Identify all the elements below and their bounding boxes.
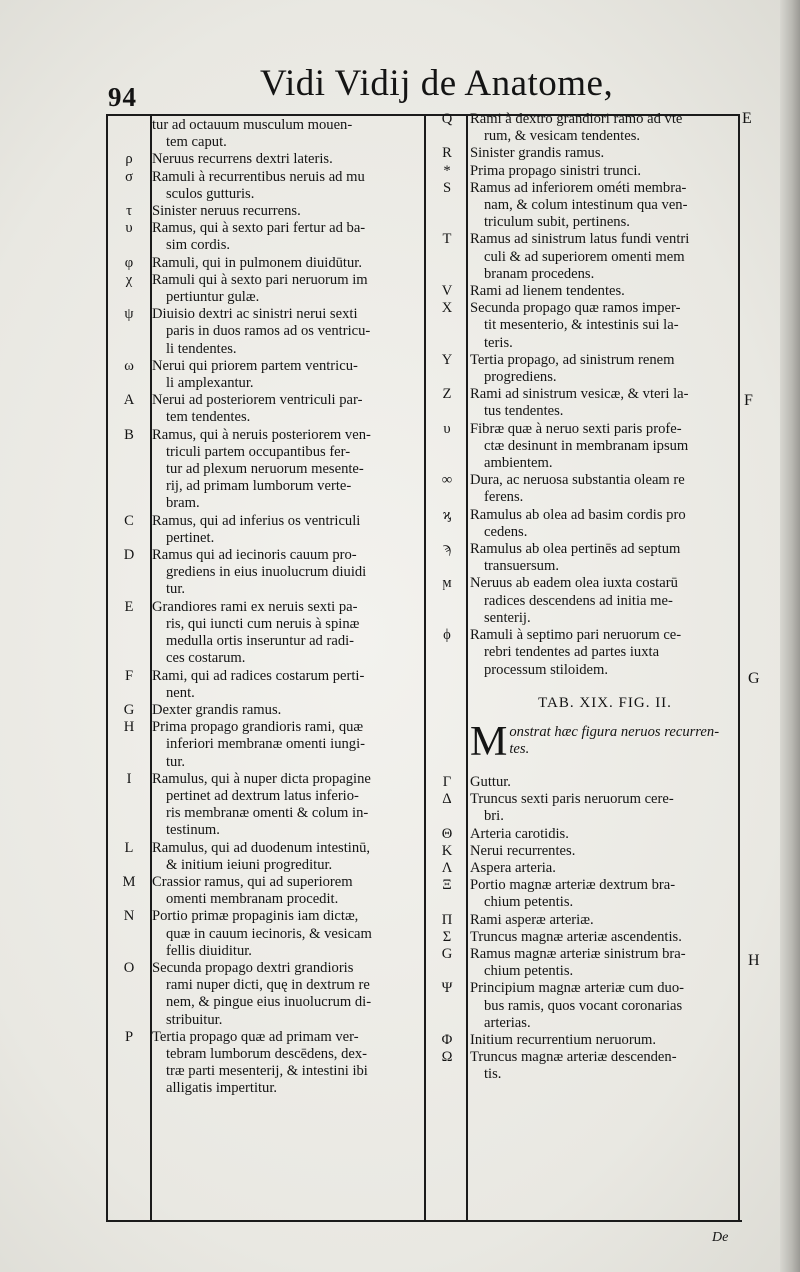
legend-key: Z xyxy=(442,386,452,403)
legend-line: Ramulus, qui à nuper dicta propagine xyxy=(152,770,371,787)
legend-line: nam, & colum intestinum qua ven- xyxy=(484,197,688,214)
legend-line: bri. xyxy=(484,808,504,825)
legend-text xyxy=(470,929,740,946)
legend-entry xyxy=(424,980,740,1032)
right-legend-bottom xyxy=(424,774,740,1084)
legend-line: Ramuli à septimo pari neruorum ce- xyxy=(470,627,682,644)
legend-entry xyxy=(424,472,740,506)
legend-text xyxy=(152,599,426,668)
legend-line: Dura, ac neruosa substantia oleam re xyxy=(470,472,685,489)
legend-entry xyxy=(106,1029,426,1098)
margin-letter: G xyxy=(748,670,760,687)
legend-line: ferens. xyxy=(484,489,524,506)
legend-line: Arteria carotidis. xyxy=(470,825,569,842)
legend-entry xyxy=(106,874,426,908)
legend-entry xyxy=(106,427,426,513)
legend-line: rami nuper dicti, quę in dextrum re xyxy=(166,977,370,994)
legend-line: Ramus, qui ad inferius os ventriculi xyxy=(152,512,361,529)
legend-line: fellis diuiditur. xyxy=(166,942,252,959)
legend-line: Principium magnæ arteriæ cum duo- xyxy=(470,980,685,997)
legend-line: Nerui qui priorem partem ventricu- xyxy=(152,357,358,374)
legend-line: Sinister grandis ramus. xyxy=(470,145,605,162)
legend-entry xyxy=(106,306,426,358)
legend-line: sculos gutturis. xyxy=(166,185,255,202)
legend-entry xyxy=(424,929,740,946)
legend-key: Γ xyxy=(442,773,452,790)
legend-line: nent. xyxy=(166,684,195,701)
legend-text xyxy=(152,255,426,272)
legend-line: ris membranæ omenti & colum in- xyxy=(166,805,369,822)
legend-line: senterij. xyxy=(484,609,531,626)
legend-key: S xyxy=(442,179,452,196)
legend-line: Initium recurrentium neruorum. xyxy=(470,1031,657,1048)
legend-text xyxy=(470,946,740,980)
legend-text xyxy=(470,860,740,877)
legend-text xyxy=(152,220,426,254)
legend-line: quæ in cauum iecinoris, & vesicam xyxy=(166,925,372,942)
page-edge-shadow xyxy=(780,0,800,1272)
legend-text xyxy=(470,180,740,232)
legend-line: bus ramis, quos vocant coronarias xyxy=(484,997,683,1014)
legend-line: Ramus magnæ arteriæ sinistrum bra- xyxy=(470,945,686,962)
legend-key: I xyxy=(126,770,132,787)
legend-entry xyxy=(106,771,426,840)
figure-intro xyxy=(470,718,740,765)
legend-text xyxy=(152,169,426,203)
legend-line: Portio primæ propaginis iam dictæ, xyxy=(152,908,359,925)
legend-key: R xyxy=(442,145,452,162)
legend-entry xyxy=(106,117,426,151)
legend-text xyxy=(470,386,740,420)
page-number: 94 xyxy=(108,82,137,112)
legend-text xyxy=(152,840,426,874)
legend-line: tem tendentes. xyxy=(166,409,251,426)
legend-entry xyxy=(424,507,740,541)
legend-key: ϡ xyxy=(442,541,452,558)
intro-line: tes. xyxy=(509,741,530,758)
legend-entry xyxy=(424,231,740,283)
legend-line: rij, ad primam lumborum verte- xyxy=(166,478,352,495)
legend-line: sim cordis. xyxy=(166,237,231,254)
legend-entry xyxy=(106,702,426,719)
legend-entry xyxy=(424,1049,740,1083)
right-legend-top xyxy=(424,111,740,679)
legend-key: V xyxy=(441,283,453,300)
legend-text xyxy=(470,1049,740,1083)
legend-line: tis. xyxy=(484,1066,502,1083)
legend-line: culi & ad superiorem omenti mem xyxy=(484,248,685,265)
legend-entry xyxy=(106,599,426,668)
legend-key: Κ xyxy=(441,842,453,859)
intro-line: onstrat hæc figura neruos recurren- xyxy=(509,723,720,740)
legend-line: tur. xyxy=(166,753,186,770)
legend-text xyxy=(152,908,426,960)
legend-line: ctæ desinunt in membranam ipsum xyxy=(484,437,689,454)
legend-line: Rami ad sinistrum vesicæ, & vteri la- xyxy=(470,386,689,403)
legend-key: G xyxy=(441,945,453,962)
legend-line: Ramulus ab olea ad basim cordis pro xyxy=(470,506,686,523)
legend-key: T xyxy=(442,231,452,248)
legend-entry xyxy=(424,1032,740,1049)
legend-line: bram. xyxy=(166,495,200,512)
legend-text xyxy=(152,306,426,358)
legend-key: φ xyxy=(124,254,134,271)
legend-line: pertinet ad dextrum latus inferio- xyxy=(166,787,359,804)
legend-text xyxy=(470,774,740,791)
legend-key: * xyxy=(443,162,451,179)
legend-text xyxy=(470,283,740,300)
legend-line: Ramus, qui à sexto pari fertur ad ba- xyxy=(152,220,366,237)
legend-entry xyxy=(106,547,426,599)
legend-entry xyxy=(424,774,740,791)
legend-entry xyxy=(424,163,740,180)
legend-line: Sinister neruus recurrens. xyxy=(152,203,301,220)
legend-text xyxy=(152,1029,426,1098)
legend-line: tus tendentes. xyxy=(484,403,564,420)
legend-line: stribuitur. xyxy=(166,1011,223,1028)
legend-entry xyxy=(106,151,426,168)
legend-entry xyxy=(424,843,740,860)
legend-entry xyxy=(424,541,740,575)
legend-text xyxy=(470,541,740,575)
legend-line: Neruus ab eadem olea iuxta costarū xyxy=(470,575,678,592)
legend-text xyxy=(470,145,740,162)
legend-text xyxy=(152,151,426,168)
legend-line: Fibræ quæ à neruo sexti paris profe- xyxy=(470,420,682,437)
legend-line: Rami, qui ad radices costarum perti- xyxy=(152,667,365,684)
legend-key: ψ xyxy=(124,306,134,323)
legend-line: Aspera arteria. xyxy=(470,859,556,876)
legend-text xyxy=(152,960,426,1029)
legend-line: paris in duos ramos ad os ventricu- xyxy=(166,323,371,340)
legend-text xyxy=(470,421,740,473)
legend-line: triculi partem occupantibus fer- xyxy=(166,443,351,460)
legend-line: Prima propago sinistri trunci. xyxy=(470,162,642,179)
legend-line: Truncus sexti paris neruorum cere- xyxy=(470,791,674,808)
figure-intro-text xyxy=(509,724,719,760)
legend-entry xyxy=(424,386,740,420)
legend-text xyxy=(152,272,426,306)
legend-line: li tendentes. xyxy=(166,340,237,357)
legend-key: ϻ xyxy=(442,575,452,592)
legend-key: A xyxy=(123,392,135,409)
legend-text xyxy=(470,912,740,929)
legend-entry xyxy=(106,908,426,960)
legend-key: X xyxy=(441,300,453,317)
legend-text xyxy=(152,513,426,547)
legend-line: Prima propago grandioris rami, quæ xyxy=(152,719,364,736)
legend-text xyxy=(470,231,740,283)
legend-line: Ramulus ab olea pertinēs ad septum xyxy=(470,541,681,558)
legend-text xyxy=(470,507,740,541)
legend-line: Truncus magnæ arteriæ descenden- xyxy=(470,1049,677,1066)
legend-text xyxy=(470,575,740,627)
legend-text xyxy=(470,791,740,825)
legend-key: H xyxy=(123,719,135,736)
legend-line: teris. xyxy=(484,334,513,351)
legend-entry xyxy=(424,352,740,386)
drop-cap: M xyxy=(470,718,508,765)
legend-text xyxy=(152,392,426,426)
legend-line: Guttur. xyxy=(470,773,511,790)
legend-text xyxy=(152,203,426,220)
legend-entry xyxy=(424,180,740,232)
legend-line: grediens in eius inuolucrum diuidi xyxy=(166,564,367,581)
legend-text xyxy=(470,163,740,180)
legend-key: Ψ xyxy=(441,980,453,997)
legend-text xyxy=(470,352,740,386)
legend-line: medulla ortis inseruntur ad radi- xyxy=(166,633,355,650)
legend-text xyxy=(470,300,740,352)
legend-line: Nerui ad posteriorem ventriculi par- xyxy=(152,392,363,409)
legend-text xyxy=(152,771,426,840)
legend-line: Nerui recurrentes. xyxy=(470,842,576,859)
legend-key: C xyxy=(124,512,134,529)
legend-line: & initium ieiuni progreditur. xyxy=(166,856,333,873)
margin-letter: F xyxy=(744,392,753,409)
legend-entry xyxy=(424,283,740,300)
legend-entry xyxy=(106,960,426,1029)
legend-line: Neruus recurrens dextri lateris. xyxy=(152,151,333,168)
legend-key: ∞ xyxy=(441,472,453,489)
legend-line: Ramuli qui à sexto pari neruorum im xyxy=(152,271,368,288)
legend-key: O xyxy=(123,959,135,976)
legend-text xyxy=(470,980,740,1032)
legend-key: Δ xyxy=(442,791,452,808)
legend-line: pertiuntur gulæ. xyxy=(166,289,260,306)
legend-key: ω xyxy=(124,357,134,374)
legend-line: ambientem. xyxy=(484,455,553,472)
legend-line: træ parti mesenterij, & intestini ibi xyxy=(166,1063,368,1080)
legend-entry xyxy=(424,421,740,473)
legend-text xyxy=(470,472,740,506)
legend-line: Ramulus, qui ad duodenum intestinū, xyxy=(152,839,371,856)
legend-line: radices descendens ad initia me- xyxy=(484,592,673,609)
legend-line: ces costarum. xyxy=(166,650,246,667)
legend-text xyxy=(152,427,426,513)
legend-entry xyxy=(424,627,740,679)
left-legend-column xyxy=(106,117,426,1098)
legend-line: Diuisio dextri ac sinistri nerui sexti xyxy=(152,306,358,323)
legend-line: Tertia propago quæ ad primam ver- xyxy=(152,1028,359,1045)
legend-key: Σ xyxy=(442,928,452,945)
legend-entry xyxy=(106,358,426,392)
legend-entry xyxy=(106,668,426,702)
legend-line: Rami asperæ arteriæ. xyxy=(470,911,594,928)
legend-entry xyxy=(106,840,426,874)
legend-line: tebram lumborum descēdens, dex- xyxy=(166,1045,368,1062)
legend-line: nem, & pingue eius inuolucrum di- xyxy=(166,994,372,1011)
legend-line: tit mesenterio, & intestinis sui la- xyxy=(484,317,679,334)
legend-text xyxy=(470,826,740,843)
legend-text xyxy=(470,111,740,145)
legend-line: testinum. xyxy=(166,822,220,839)
legend-key: E xyxy=(124,598,134,615)
margin-letter: H xyxy=(748,952,760,969)
legend-entry xyxy=(424,826,740,843)
legend-line: branam procedens. xyxy=(484,265,595,282)
legend-line: Secunda propago quæ ramos imper- xyxy=(470,300,681,317)
legend-key: υ xyxy=(443,420,451,437)
legend-text xyxy=(152,702,426,719)
legend-line: Crassior ramus, qui ad superiorem xyxy=(152,873,353,890)
legend-entry xyxy=(424,575,740,627)
legend-key: ϗ xyxy=(442,506,452,523)
legend-line: cedens. xyxy=(484,523,528,540)
legend-key: N xyxy=(123,908,135,925)
legend-line: tur ad octauum musculum mouen- xyxy=(152,117,353,133)
legend-line: progrediens. xyxy=(484,369,557,386)
legend-entry xyxy=(424,946,740,980)
legend-line: Ramuli, qui in pulmonem diuidūtur. xyxy=(152,254,362,271)
legend-line: triculum subit, pertinens. xyxy=(484,214,630,231)
running-title: Vidi Vidij de Anatome, xyxy=(260,63,614,104)
legend-line: tur ad plexum neruorum mesente- xyxy=(166,461,364,478)
legend-entry xyxy=(424,300,740,352)
legend-entry xyxy=(106,169,426,203)
figure-heading: TAB. XIX. FIG. II. xyxy=(538,694,672,711)
legend-text xyxy=(152,719,426,771)
legend-line: Grandiores rami ex neruis sexti pa- xyxy=(152,598,358,615)
legend-line: Portio magnæ arteriæ dextrum bra- xyxy=(470,877,676,894)
legend-key: Q xyxy=(441,111,453,127)
legend-key: D xyxy=(123,547,135,564)
legend-key: σ xyxy=(125,168,133,185)
legend-key: M xyxy=(122,873,136,890)
legend-entry xyxy=(106,220,426,254)
legend-key: Ω xyxy=(441,1049,453,1066)
legend-entry xyxy=(424,111,740,145)
legend-key: B xyxy=(124,426,134,443)
legend-text xyxy=(470,843,740,860)
legend-line: chium petentis. xyxy=(484,894,574,911)
legend-line: Secunda propago dextri grandioris xyxy=(152,959,354,976)
legend-line: Tertia propago, ad sinistrum renem xyxy=(470,351,675,368)
legend-entry xyxy=(106,255,426,272)
legend-key: χ xyxy=(125,271,133,288)
legend-line: Ramuli à recurrentibus neruis ad mu xyxy=(152,168,365,185)
legend-key: Φ xyxy=(441,1031,453,1048)
legend-line: Ramus qui ad iecinoris cauum pro- xyxy=(152,547,357,564)
legend-entry xyxy=(106,203,426,220)
legend-key: G xyxy=(123,701,135,718)
legend-text xyxy=(152,874,426,908)
legend-line: chium petentis. xyxy=(484,963,574,980)
legend-line: alligatis impertitur. xyxy=(166,1080,278,1097)
legend-entry xyxy=(106,719,426,771)
legend-line: Ramus ad sinistrum latus fundi ventri xyxy=(470,231,690,248)
legend-line: tur. xyxy=(166,581,186,598)
legend-line: li amplexantur. xyxy=(166,375,254,392)
legend-key: Π xyxy=(441,911,453,928)
right-legend-column xyxy=(424,111,740,1084)
legend-entry xyxy=(106,513,426,547)
legend-entry xyxy=(424,860,740,877)
legend-text xyxy=(470,877,740,911)
legend-text xyxy=(470,1032,740,1049)
legend-key: Θ xyxy=(441,825,453,842)
legend-key: L xyxy=(124,839,134,856)
legend-text xyxy=(152,358,426,392)
legend-line: inferiori membranæ omenti iungi- xyxy=(166,736,365,753)
legend-line: Rami à dextro grandiori ramo ad vte xyxy=(470,111,683,127)
legend-entry xyxy=(106,272,426,306)
legend-key: τ xyxy=(126,203,132,220)
legend-text xyxy=(152,547,426,599)
legend-key: Y xyxy=(441,351,453,368)
legend-key: Ξ xyxy=(442,877,452,894)
catchword: De xyxy=(712,1230,729,1245)
legend-key: ϕ xyxy=(443,627,451,644)
legend-line: rebri tendentes ad partes iuxta xyxy=(484,644,660,661)
legend-line: omenti membranam procedit. xyxy=(166,891,339,908)
legend-key: υ xyxy=(125,220,133,237)
legend-line: tem caput. xyxy=(166,134,227,151)
legend-key: Λ xyxy=(441,859,453,876)
legend-line: rum, & vesicam tendentes. xyxy=(484,128,641,145)
legend-line: Dexter grandis ramus. xyxy=(152,701,282,718)
legend-line: Ramus ad inferiorem ométi membra- xyxy=(470,179,687,196)
legend-text xyxy=(152,668,426,702)
margin-letter: E xyxy=(742,110,752,127)
legend-key: F xyxy=(124,667,134,684)
legend-entry xyxy=(424,791,740,825)
legend-entry xyxy=(424,912,740,929)
legend-entry xyxy=(424,145,740,162)
legend-line: transuersum. xyxy=(484,558,559,575)
legend-key xyxy=(106,117,152,151)
legend-entry xyxy=(106,392,426,426)
legend-line: arterias. xyxy=(484,1014,531,1031)
legend-line: Ramus, qui à neruis posteriorem ven- xyxy=(152,426,371,443)
legend-line: Truncus magnæ arteriæ ascendentis. xyxy=(470,928,682,945)
legend-entry xyxy=(424,877,740,911)
legend-text xyxy=(152,117,426,151)
legend-text xyxy=(470,627,740,679)
legend-line: ris, qui iuncti cum neruis à spinæ xyxy=(166,615,360,632)
legend-line: Rami ad lienem tendentes. xyxy=(470,283,625,300)
legend-key: ρ xyxy=(125,151,133,168)
legend-line: processum stiloidem. xyxy=(484,661,609,678)
legend-line: pertinet. xyxy=(166,529,215,546)
legend-key: P xyxy=(124,1028,134,1045)
